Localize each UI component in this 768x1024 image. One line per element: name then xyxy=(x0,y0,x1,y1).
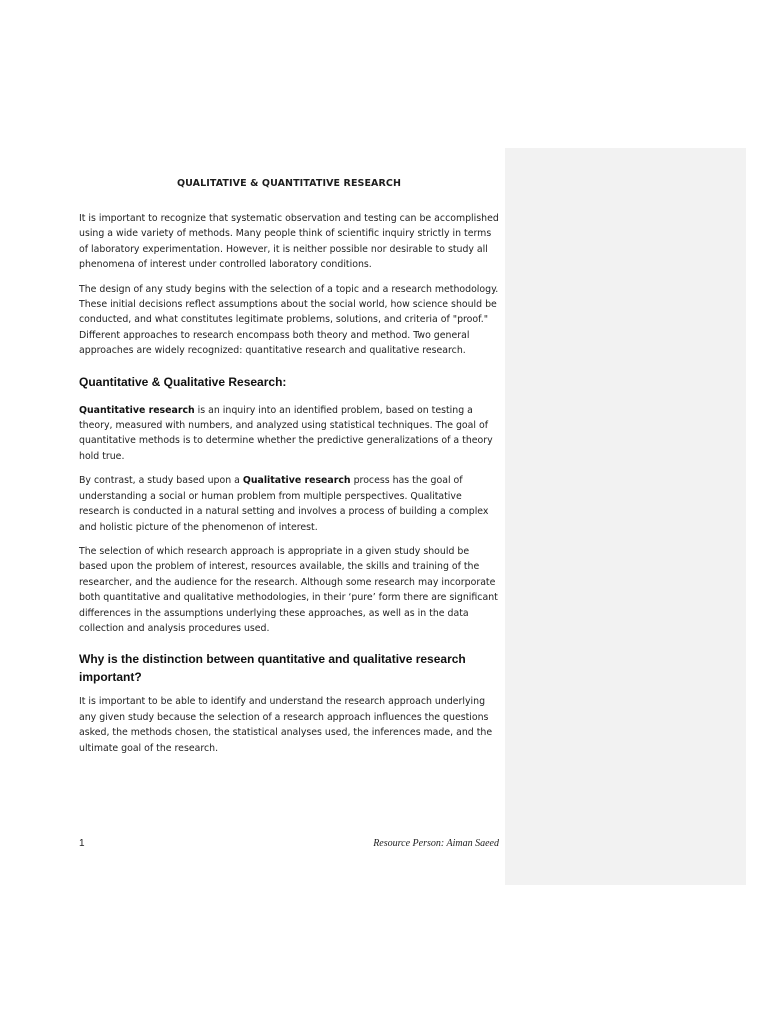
paragraph-quantitative-text: is an inquiry into an identified problem, based on testing a theory, measured with numbers, and analyzed using statistical techniques. The goal of quantitative methods is to determine whether the predictive generalizations of a theory hold true. xyxy=(79,404,493,462)
paragraph-importance: It is important to be able to identify and understand the research approach underlying any given study because the selection of a research approach influences the questions asked, the methods chosen, the statistical analyses used, the inferences made, and the ultimate goal of the research. xyxy=(79,696,493,754)
paragraph-qualitative-intro: By contrast, a study based upon a xyxy=(79,475,243,487)
comment-margin-panel xyxy=(505,148,746,885)
page-footer xyxy=(79,838,499,854)
paragraph-quantitative xyxy=(79,403,499,465)
paragraph-qualitative xyxy=(79,473,499,535)
page-number: 1 xyxy=(79,838,85,849)
term-quantitative-research: Quantitative research xyxy=(79,404,195,416)
document-body xyxy=(79,178,499,765)
term-qualitative-research: Qualitative research xyxy=(242,475,351,487)
section-heading-why-distinction: Why is the distinction between quantitative and qualitative research important? xyxy=(79,652,466,685)
paragraph-qualitative-text: process has the goal of understanding a social or human problem from multiple perspectives. Qualitative research is conducted in a natural setting and involves a process of building a complex and holistic picture of the phenomenon of interest. xyxy=(79,475,489,533)
paragraph-2: The design of any study begins with the selection of a topic and a research methodology. These initial decisions reflect assumptions about the social world, how science should be conducted, and what constitutes legitimate problems, solutions, and criteria of "proof." Different approaches to research encompass both theory and method. Two general approaches are widely recognized: quantitative research and qualitative research. xyxy=(79,283,499,357)
footer-credit: Resource Person: Aiman Saeed xyxy=(373,838,499,849)
document-title: QUALITATIVE & QUANTITATIVE RESEARCH xyxy=(176,178,402,189)
paragraph-1: It is important to recognize that systematic observation and testing can be accomplished using a wide variety of methods. Many people think of scientific inquiry strictly in terms of laboratory experimentation. However, it is neither possible nor desirable to study all phenomena of interest under controlled laboratory conditions. xyxy=(79,213,499,271)
section-heading-quant-qual: Quantitative & Qualitative Research: xyxy=(79,374,287,389)
paragraph-selection: The selection of which research approach is appropriate in a given study should be based upon the problem of interest, resources available, the skills and training of the researcher, and the audience for the research. Although some research may incorporate both quantitative and qualitative methodologies, in their ‘pure’ form there are significant differences in the assumptions underlying these approaches, as well as in the data collection and analysis procedures used. xyxy=(79,545,498,634)
